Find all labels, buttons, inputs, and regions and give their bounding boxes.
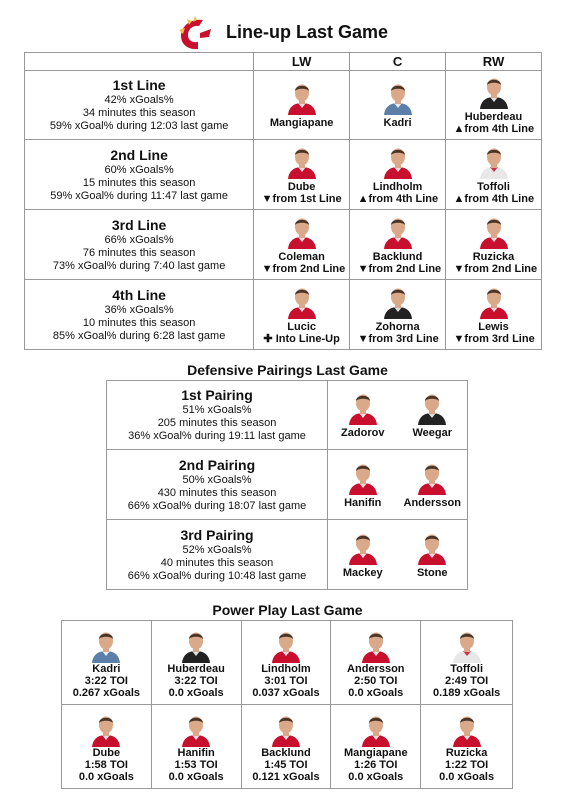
player-toi: 3:01 TOI (264, 674, 308, 687)
player-name: Lindholm (372, 180, 423, 193)
pairing-name: 2nd Pairing (178, 456, 256, 473)
lineup-header (25, 53, 542, 71)
player-name: Dube (92, 746, 121, 759)
line-change: ▲from 4th Line (453, 192, 535, 205)
player-xgoals: 0.0 xGoals (78, 770, 134, 783)
player-headshot (381, 285, 415, 319)
defense-table (106, 380, 468, 590)
pairing-description (107, 520, 328, 590)
line-minutes: 10 minutes this season (82, 316, 196, 329)
line-change: ▼from 2nd Line (453, 262, 538, 275)
player-xgoals: 0.0 xGoals (439, 770, 495, 783)
player-name: Hanifin (344, 496, 382, 509)
player-toi: 1:58 TOI (84, 758, 128, 771)
player-card (329, 531, 397, 579)
pp-player-card (421, 621, 513, 705)
pairing-minutes: 430 minutes this season (157, 486, 277, 499)
line-minutes: 34 minutes this season (82, 107, 196, 119)
pairing-row (107, 520, 468, 590)
player-headshot (381, 215, 415, 249)
player-headshot (346, 461, 380, 495)
line-row (25, 140, 542, 210)
player-headshot (415, 391, 449, 425)
player-headshot (179, 713, 213, 747)
player-name: Backlund (261, 746, 311, 759)
line-name: 3rd Line (111, 216, 167, 233)
player-card (357, 215, 442, 275)
player-card (329, 461, 397, 509)
player-card (454, 75, 534, 135)
player-name: Toffoli (477, 180, 510, 193)
player-headshot (285, 215, 319, 249)
line-last-game: 73% xGoal% during 7:40 last game (52, 259, 226, 272)
player-card (262, 145, 342, 205)
player-headshot (346, 391, 380, 425)
player-name: Lewis (478, 320, 509, 333)
player-headshot (179, 629, 213, 663)
line-last-game: 59% xGoal% during 11:47 last game (50, 189, 228, 202)
player-name: Mangiapane (269, 117, 334, 129)
line-description (25, 140, 254, 210)
line-change: ▲from 4th Line (453, 123, 535, 135)
player-name: Lucic (287, 320, 316, 333)
header-lw: LW (254, 53, 350, 71)
player-name: Mangiapane (344, 746, 408, 759)
player-headshot (415, 531, 449, 565)
player-headshot (359, 629, 393, 663)
player-name: Dube (287, 180, 316, 193)
player-name: Weegar (412, 427, 453, 439)
line-row (25, 280, 542, 350)
pp-player-card (241, 705, 331, 789)
player-name: Andersson (347, 662, 405, 675)
player-card (261, 215, 346, 275)
player-xgoals: 0.0 xGoals (168, 686, 224, 699)
line-description (25, 210, 254, 280)
player-name: Andersson (403, 496, 461, 509)
player-card (262, 81, 342, 129)
player-headshot (269, 629, 303, 663)
player-toi: 1:22 TOI (445, 758, 489, 771)
line-name: 2nd Line (110, 146, 168, 163)
player-headshot (359, 713, 393, 747)
line-last-game: 85% xGoal% during 6:28 last game (52, 329, 226, 342)
player-name: Toffoli (450, 662, 483, 675)
pp-player-card (62, 705, 152, 789)
player-headshot (269, 713, 303, 747)
player-card (358, 285, 438, 345)
header-c: C (350, 53, 446, 71)
header-rw: RW (446, 53, 542, 71)
player-headshot (477, 215, 511, 249)
player-headshot (89, 629, 123, 663)
line-change: ▼from 2nd Line (357, 262, 442, 275)
pp-player-card (241, 621, 331, 705)
line-minutes: 76 minutes this season (82, 246, 196, 259)
pairing-last-game: 66% xGoal% during 18:07 last game (127, 499, 307, 512)
line-name: 1st Line (112, 77, 166, 93)
player-headshot (285, 81, 319, 115)
player-headshot (285, 285, 319, 319)
line-row (25, 210, 542, 280)
player-xgoals: 0.189 xGoals (432, 686, 501, 699)
player-name: Huberdeau (464, 111, 523, 123)
pairing-xgoals: 51% xGoals% (182, 404, 252, 416)
defense-section-title: Defensive Pairings Last Game (187, 362, 388, 378)
player-card (262, 285, 342, 345)
line-minutes: 15 minutes this season (82, 176, 196, 189)
player-toi: 1:53 TOI (174, 758, 218, 771)
pp-player-card (151, 705, 241, 789)
player-headshot (381, 81, 415, 115)
pairing-description (107, 381, 328, 450)
player-card (329, 391, 397, 439)
player-name: Stone (416, 566, 448, 579)
pairing-minutes: 205 minutes this season (157, 417, 277, 429)
player-name: Backlund (372, 250, 423, 263)
line-xgoals: 60% xGoals% (104, 163, 174, 176)
line-xgoals: 42% xGoals% (104, 94, 174, 106)
player-name: Ruzicka (445, 746, 488, 759)
line-description (25, 280, 254, 350)
power-play-table (61, 620, 513, 789)
player-headshot (285, 145, 319, 179)
pairing-last-game: 66% xGoal% during 10:48 last game (127, 569, 307, 582)
pp-player-card (421, 705, 513, 789)
player-card (358, 145, 438, 205)
player-toi: 3:22 TOI (174, 674, 218, 687)
pairing-name: 3rd Pairing (180, 526, 254, 543)
player-headshot (450, 629, 484, 663)
player-toi: 1:26 TOI (354, 758, 398, 771)
player-name: Coleman (278, 250, 325, 263)
line-change: ▲from 4th Line (357, 192, 439, 205)
player-name: Lindholm (261, 662, 311, 675)
player-card (454, 145, 534, 205)
player-headshot (477, 75, 511, 109)
pairing-xgoals: 52% xGoals% (182, 543, 252, 556)
player-xgoals: 0.037 xGoals (252, 686, 320, 699)
player-xgoals: 0.267 xGoals (72, 686, 140, 699)
power-play-section-title: Power Play Last Game (212, 602, 363, 618)
pairing-last-game: 36% xGoal% during 19:11 last game (128, 430, 306, 442)
player-name: Kadri (92, 662, 121, 675)
line-xgoals: 66% xGoals% (104, 233, 174, 246)
page-title: Line-up Last Game (226, 22, 389, 42)
pairing-row (107, 381, 468, 450)
player-xgoals: 0.0 xGoals (168, 770, 224, 783)
pairing-row (107, 450, 468, 520)
player-card (398, 531, 466, 579)
line-last-game: 59% xGoal% during 12:03 last game (49, 120, 229, 132)
line-change: ▼from 3rd Line (357, 332, 439, 345)
player-headshot (89, 713, 123, 747)
pairing-name: 1st Pairing (181, 387, 253, 403)
power-play-unit (62, 705, 513, 789)
power-play-unit (62, 621, 513, 705)
pp-player-card (62, 621, 152, 705)
player-headshot (415, 461, 449, 495)
player-xgoals: 0.0 xGoals (348, 686, 404, 699)
player-card (454, 285, 534, 345)
pp-player-card (331, 621, 421, 705)
pp-player-card (331, 705, 421, 789)
line-name: 4th Line (112, 286, 166, 303)
pairing-xgoals: 50% xGoals% (182, 473, 252, 486)
player-name: Zohorna (375, 320, 420, 333)
player-name: Mackey (342, 566, 383, 579)
lineup-table (24, 52, 542, 350)
player-headshot (477, 145, 511, 179)
pp-player-card (151, 621, 241, 705)
player-name: Hanifin (177, 746, 215, 759)
player-name: Huberdeau (167, 662, 225, 675)
player-card (398, 391, 466, 439)
line-change: ▼from 2nd Line (261, 262, 346, 275)
pairing-minutes: 40 minutes this season (160, 556, 274, 569)
player-xgoals: 0.0 xGoals (348, 770, 404, 783)
title-row (0, 16, 575, 52)
player-headshot (450, 713, 484, 747)
pairing-description (107, 450, 328, 520)
player-card (358, 81, 438, 129)
line-change: ▼from 1st Line (261, 192, 342, 205)
player-name: Zadorov (341, 427, 385, 439)
line-change: ▼from 3rd Line (453, 332, 535, 345)
player-name: Kadri (383, 117, 412, 129)
player-headshot (477, 285, 511, 319)
player-card (453, 215, 538, 275)
player-card (398, 461, 466, 509)
line-description (25, 71, 254, 140)
player-toi: 1:45 TOI (264, 758, 308, 771)
player-toi: 2:49 TOI (445, 674, 489, 687)
player-xgoals: 0.121 xGoals (252, 770, 320, 783)
player-toi: 2:50 TOI (354, 674, 398, 687)
team-logo (175, 16, 215, 52)
player-headshot (381, 145, 415, 179)
line-change: ✚ Into Line-Up (263, 332, 340, 345)
player-headshot (346, 531, 380, 565)
line-xgoals: 36% xGoals% (104, 303, 174, 316)
player-name: Ruzicka (472, 250, 515, 263)
player-toi: 3:22 TOI (84, 674, 128, 687)
line-row (25, 71, 542, 140)
